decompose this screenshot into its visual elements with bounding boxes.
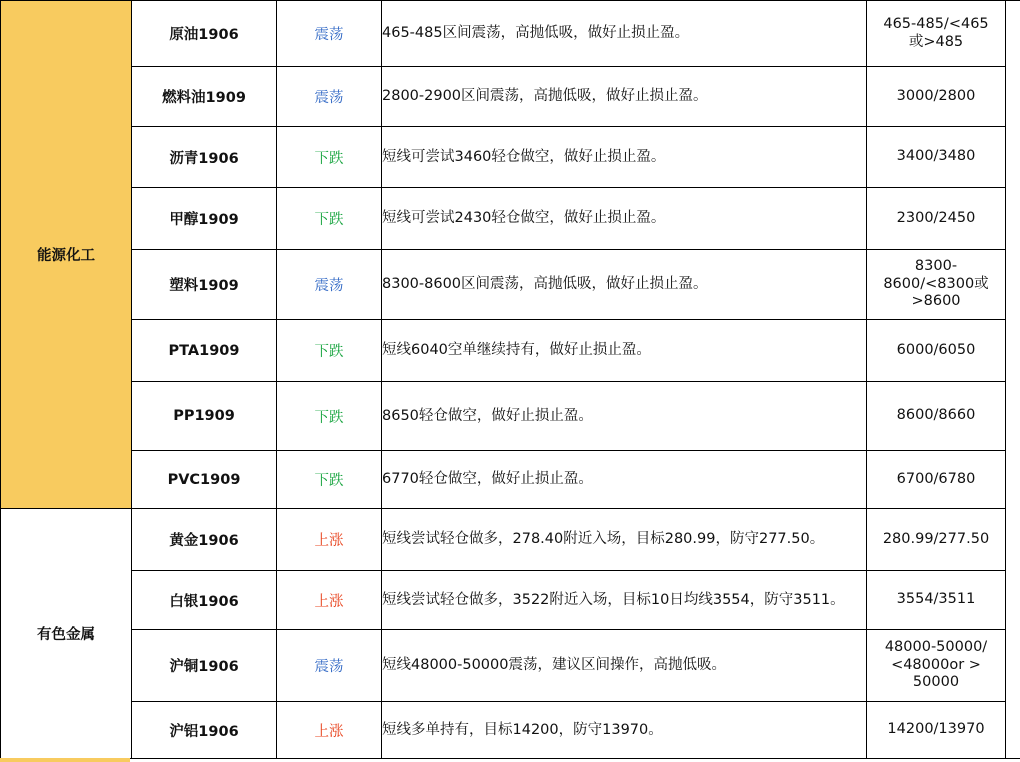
contract-name: 黄金1906 — [132, 509, 277, 571]
trend-label: 震荡 — [277, 1, 382, 67]
target-stop-values: 3554/3511 — [867, 571, 1006, 630]
sector-cell-energy-chemical: 能源化工 — [1, 1, 132, 509]
table-row — [1, 509, 1020, 571]
table-row — [1, 320, 1020, 382]
contract-name: PP1909 — [132, 382, 277, 451]
strategy-text: 短线可尝试3460轻仓做空，做好止损止盈。 — [382, 127, 867, 188]
table-row — [1, 630, 1020, 702]
strategy-text: 短线可尝试2430轻仓做空，做好止损止盈。 — [382, 188, 867, 250]
target-stop-values: 6000/6050 — [867, 320, 1006, 382]
strategy-text: 8300-8600区间震荡，高抛低吸，做好止损止盈。 — [382, 250, 867, 320]
table-row — [1, 127, 1020, 188]
table-row — [1, 67, 1020, 127]
strategy-text: 465-485区间震荡，高抛低吸，做好止损止盈。 — [382, 1, 867, 67]
contract-name: 沥青1906 — [132, 127, 277, 188]
target-stop-values: 465-485/<465 或>485 — [867, 1, 1006, 67]
strategy-text: 6770轻仓做空，做好止损止盈。 — [382, 451, 867, 509]
contract-name: 塑料1909 — [132, 250, 277, 320]
strategy-text: 短线尝试轻仓做多，278.40附近入场，目标280.99，防守277.50。 — [382, 509, 867, 571]
contract-name: 沪铝1906 — [132, 702, 277, 759]
strategy-text: 短线尝试轻仓做多，3522附近入场，目标10日均线3554，防守3511。 — [382, 571, 867, 630]
next-sector-strip — [0, 758, 130, 762]
table-row — [1, 250, 1020, 320]
trend-label: 下跌 — [277, 451, 382, 509]
trend-label: 下跌 — [277, 188, 382, 250]
target-stop-values: 2300/2450 — [867, 188, 1006, 250]
table-row — [1, 188, 1020, 250]
target-stop-values: 280.99/277.50 — [867, 509, 1006, 571]
target-stop-values: 3000/2800 — [867, 67, 1006, 127]
contract-name: 甲醇1909 — [132, 188, 277, 250]
contract-name: PVC1909 — [132, 451, 277, 509]
target-stop-values: 8300- 8600/<8300或 >8600 — [867, 250, 1006, 320]
table-row — [1, 571, 1020, 630]
table-row — [1, 1, 1020, 67]
strategy-text: 短线48000-50000震荡，建议区间操作，高抛低吸。 — [382, 630, 867, 702]
target-stop-values: 6700/6780 — [867, 451, 1006, 509]
table-row — [1, 451, 1020, 509]
trend-label: 震荡 — [277, 67, 382, 127]
target-stop-values: 3400/3480 — [867, 127, 1006, 188]
table-row — [1, 382, 1020, 451]
right-margin — [1006, 1, 1020, 759]
strategy-text: 短线多单持有，目标14200，防守13970。 — [382, 702, 867, 759]
table-row — [1, 702, 1020, 759]
trend-label: 下跌 — [277, 127, 382, 188]
sector-cell-nonferrous-metals: 有色金属 — [1, 509, 132, 759]
strategy-text: 2800-2900区间震荡，高抛低吸，做好止损止盈。 — [382, 67, 867, 127]
contract-name: 沪铜1906 — [132, 630, 277, 702]
contract-name: PTA1909 — [132, 320, 277, 382]
trend-label: 下跌 — [277, 382, 382, 451]
contract-name: 原油1906 — [132, 1, 277, 67]
contract-name: 燃料油1909 — [132, 67, 277, 127]
trend-label: 上涨 — [277, 702, 382, 759]
strategy-text: 8650轻仓做空，做好止损止盈。 — [382, 382, 867, 451]
trend-label: 震荡 — [277, 250, 382, 320]
target-stop-values: 48000-50000/ <48000or > 50000 — [867, 630, 1006, 702]
trend-label: 震荡 — [277, 630, 382, 702]
trend-label: 上涨 — [277, 571, 382, 630]
trend-label: 上涨 — [277, 509, 382, 571]
strategy-text: 短线6040空单继续持有，做好止损止盈。 — [382, 320, 867, 382]
target-stop-values: 8600/8660 — [867, 382, 1006, 451]
trend-label: 下跌 — [277, 320, 382, 382]
target-stop-values: 14200/13970 — [867, 702, 1006, 759]
contract-name: 白银1906 — [132, 571, 277, 630]
